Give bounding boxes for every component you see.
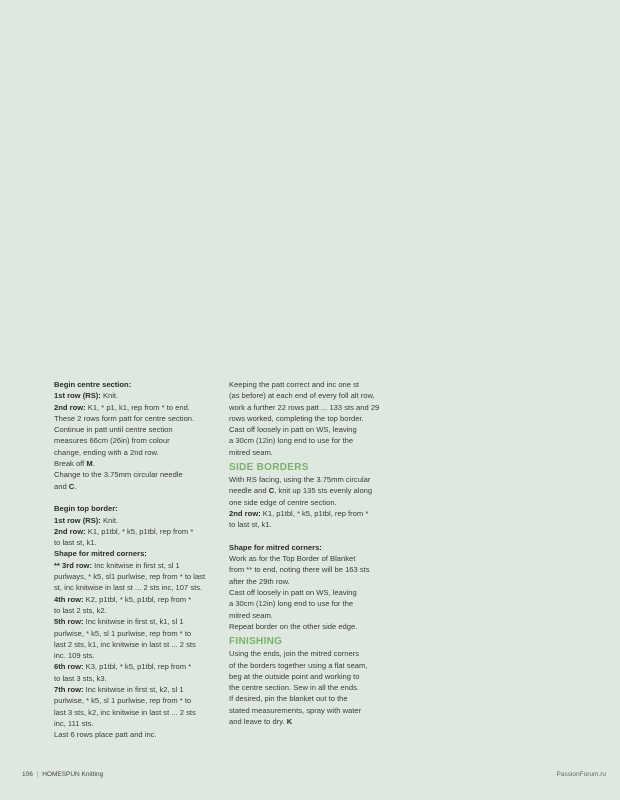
text-line [54, 707, 216, 718]
bold-label: 4th row: [54, 594, 84, 604]
body-text: after the 29th row. [229, 576, 290, 586]
bold-label: Shape for mitred corners: [229, 542, 322, 552]
text-line [229, 402, 395, 413]
page-footer [22, 771, 103, 778]
text-line [54, 695, 216, 706]
text-line [229, 693, 395, 704]
body-text: Keeping the patt correct and inc one st [229, 380, 360, 389]
text-line [229, 564, 395, 575]
text-line [229, 542, 395, 553]
body-text: stated measurements, spray with water [229, 705, 362, 715]
bold-label: 1st row (RS): [54, 515, 101, 525]
text-line [54, 537, 216, 548]
text-line [229, 485, 395, 496]
bold-label: Begin top border: [54, 504, 118, 514]
body-text: Knit. [100, 391, 119, 401]
text-line [54, 503, 216, 514]
body-text: to last 2 sts, k2. [54, 605, 107, 615]
body-text: K3, p1tbl, * k5, p1tbl, rep from * [83, 662, 192, 672]
body-text: Last 6 rows place patt and inc. [54, 730, 157, 740]
body-text: beg at the outside point and working to [229, 671, 360, 681]
body-text: inc. 109 sts. [54, 651, 95, 661]
body-text: Using the ends, join the mitred corners [229, 649, 360, 659]
text-line [54, 515, 216, 526]
body-text: work a further 22 rows patt ... 133 sts and 29 [229, 402, 380, 412]
body-text: and leave to dry. [229, 717, 287, 727]
text-line [54, 582, 216, 593]
text-line [54, 379, 216, 390]
body-text: to last st, k1. [54, 538, 97, 548]
text-line [54, 469, 216, 480]
bold-abbrev: C [268, 486, 275, 496]
body-text: Cast off loosely in patt on WS, leaving [229, 588, 357, 598]
body-text: the centre section. Sew in all the ends. [229, 683, 360, 693]
body-text: Knit. [100, 515, 119, 525]
bold-label: ** 3rd row: [54, 560, 92, 570]
text-line [54, 458, 216, 469]
text-line [54, 526, 216, 537]
text-line [229, 508, 395, 519]
bold-abbrev: C [68, 481, 75, 491]
text-line [229, 648, 395, 659]
text-line [229, 660, 395, 671]
body-text: K1, p1tbl, * k5, p1tbl, rep from * [260, 508, 369, 518]
text-line [229, 413, 395, 424]
body-text: K1, * p1, k1, rep from * to end. [85, 402, 190, 412]
body-text: a 30cm (12in) long end to use for the [229, 599, 354, 609]
text-line [229, 705, 395, 716]
body-text: st, inc knitwise in last st ... 2 sts inc, 107 sts. [54, 583, 203, 593]
text-line [54, 673, 216, 684]
text-line [229, 447, 395, 458]
bold-label: Shape for mitred corners: [54, 549, 147, 559]
text-line [229, 390, 395, 401]
page-number: 106 [22, 771, 33, 778]
text-line [229, 435, 395, 446]
body-text: Inc knitwise in first st, sl 1 [91, 560, 180, 570]
right-column [229, 379, 395, 727]
body-text: Continue in patt until centre section [54, 425, 173, 435]
text-line [54, 390, 216, 401]
body-text: mitred seam. [229, 447, 273, 457]
body-text: . [74, 481, 77, 491]
text-line [54, 729, 216, 740]
text-line [229, 553, 395, 564]
body-text: last 3 sts, k2, inc knitwise in last st ... 2 sts [54, 707, 196, 717]
section-heading: FINISHING [229, 636, 283, 648]
bold-label: Begin centre section: [54, 380, 132, 389]
text-line [54, 424, 216, 435]
text-line [229, 598, 395, 609]
body-text: and [54, 481, 69, 491]
body-text: from ** to end, noting there will be 163 sts [229, 565, 370, 575]
text-line [229, 671, 395, 682]
bold-abbrev: M [86, 459, 93, 469]
body-text: measures 66cm (26in) from colour [54, 436, 170, 446]
text-line [54, 594, 216, 605]
body-text: . [92, 459, 95, 469]
text-line [229, 610, 395, 621]
body-text: Break off [54, 459, 87, 469]
text-line [229, 716, 395, 727]
body-text: rows worked, completing the top border. [229, 413, 364, 423]
text-line [229, 621, 395, 632]
text-line [54, 616, 216, 627]
text-line [229, 424, 395, 435]
bold-label: 2nd row: [54, 526, 86, 536]
body-text: of the borders together using a flat seam, [229, 660, 368, 670]
body-text: , knit up 135 sts evenly along [274, 486, 373, 496]
body-text: to last 3 sts, k3. [54, 673, 107, 683]
body-text: one side edge of centre section. [229, 497, 337, 507]
text-line [54, 481, 216, 492]
body-text: needle and [229, 486, 269, 496]
left-column [54, 379, 216, 741]
text-line [229, 474, 395, 485]
text-line [229, 682, 395, 693]
section-heading: SIDE BORDERS [229, 462, 309, 474]
body-text: With RS facing, using the 3.75mm circular [229, 475, 371, 485]
body-text: Change to the 3.75mm circular needle [54, 470, 183, 480]
body-text: purlways, * k5, sl1 purlwise, rep from * to last [54, 572, 206, 582]
body-text: K2, p1tbl, * k5, p1tbl, rep from * [83, 594, 192, 604]
text-line [54, 605, 216, 616]
body-text: a 30cm (12in) long end to use for the [229, 436, 354, 446]
bold-label: 2nd row: [229, 508, 261, 518]
blank-line [54, 492, 216, 503]
text-line [54, 639, 216, 650]
text-line [54, 402, 216, 413]
text-line [54, 413, 216, 424]
body-text: mitred seam. [229, 610, 273, 620]
body-text: to last st, k1. [229, 520, 272, 530]
magazine-name: HOMESPUN Knitting [42, 771, 104, 778]
blank-line [229, 531, 395, 542]
footer-separator: | [36, 771, 39, 778]
bold-abbrev: K [286, 717, 293, 727]
body-text: Repeat border on the other side edge. [229, 621, 358, 631]
bold-label: 2nd row: [54, 402, 86, 412]
body-text: Cast off loosely in patt on WS, leaving [229, 425, 357, 435]
body-text: Work as for the Top Border of Blanket [229, 554, 356, 564]
text-line [54, 650, 216, 661]
text-line [54, 435, 216, 446]
text-line [54, 447, 216, 458]
body-text: (as before) at each end of every foll alt row, [229, 391, 375, 401]
text-line [54, 560, 216, 571]
text-line [54, 718, 216, 729]
body-text: purlwise, * k5, sl 1 purlwise, rep from * to [54, 696, 192, 706]
text-line [54, 548, 216, 559]
body-text: Inc knitwise in first st, k2, sl 1 [83, 685, 184, 695]
text-line [54, 661, 216, 672]
bold-label: 6th row: [54, 662, 84, 672]
bold-label: 5th row: [54, 617, 84, 627]
body-text: change, ending with a 2nd row. [54, 447, 159, 457]
text-line [54, 684, 216, 695]
body-text: If desired, pin the blanket out to the [229, 694, 348, 704]
body-text: Inc knitwise in first st, k1, sl 1 [83, 617, 184, 627]
body-text: last 2 sts, k1, inc knitwise in last st ... 2 sts [54, 639, 196, 649]
text-line [229, 576, 395, 587]
text-line [229, 587, 395, 598]
body-text: inc, 111 sts. [54, 718, 94, 728]
text-line [229, 379, 395, 390]
body-text: K1, p1tbl, * k5, p1tbl, rep from * [85, 526, 194, 536]
body-text: purlwise, * k5, sl 1 purlwise, rep from * to [54, 628, 192, 638]
text-line [229, 519, 395, 530]
bold-label: 7th row: [54, 685, 84, 695]
bold-label: 1st row (RS): [54, 391, 101, 401]
text-line [54, 628, 216, 639]
body-text: These 2 rows form patt for centre section. [54, 413, 195, 423]
text-line [54, 571, 216, 582]
text-line [229, 497, 395, 508]
watermark: PassionForum.ru [556, 771, 606, 778]
